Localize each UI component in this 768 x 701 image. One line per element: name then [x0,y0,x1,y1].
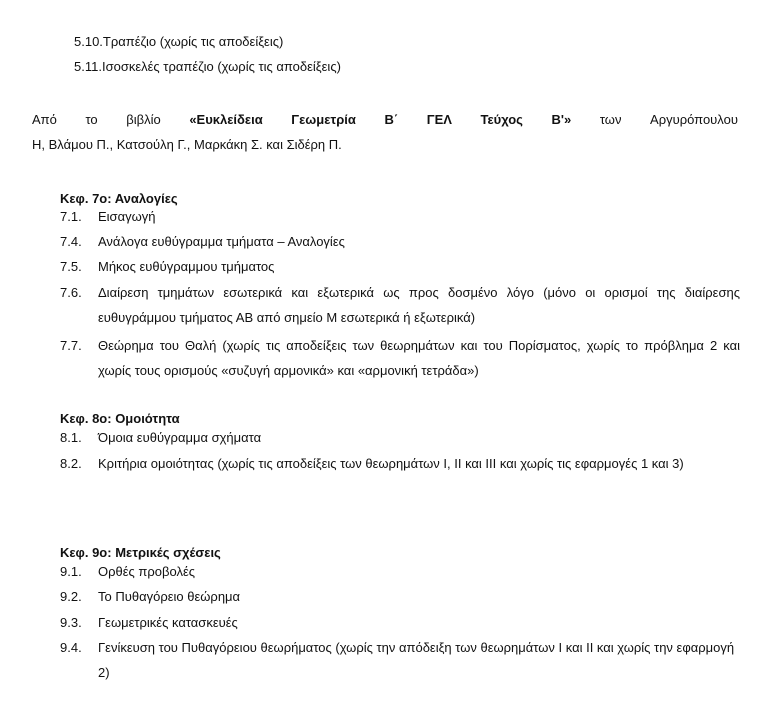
source-word: των [599,112,622,127]
list-item-9-1 [60,559,740,584]
list-item-5-11 [74,58,341,76]
list-item-7-1 [60,204,740,229]
book-title-word: Γεωμετρία [291,112,356,127]
list-item-8-1 [60,425,740,450]
book-title-word: «Ευκλείδεια [189,112,263,127]
item-text: Εισαγωγή [98,209,156,224]
source-line-1 [32,111,738,129]
item-number: 9.2. [60,589,82,604]
list-item-9-3 [60,610,740,635]
item-text: Θεώρημα του Θαλή (χωρίς τις αποδείξεις των θεωρημάτων και του Πορίσματος, χωρίς το πρόβλημα 2 και χωρίς τους ορισμούς «συζυγή αρμονικά» και «αρμονική τετράδα») [98,338,740,378]
list-item-7-7 [60,333,740,383]
item-number: 8.1. [60,430,82,445]
book-title-word: Β'» [551,112,572,127]
item-text: Γεωμετρικές κατασκευές [98,615,238,630]
list-item-9-2 [60,584,740,609]
item-text: Ισοσκελές τραπέζιο (χωρίς τις αποδείξεις) [101,59,341,74]
item-text: Ορθές προβολές [98,564,196,579]
item-number: 7.5. [60,259,82,274]
item-number: 7.4. [60,234,82,249]
list-item-7-6 [60,280,740,330]
source-word: Από [32,112,57,127]
list-item-9-4 [60,635,740,685]
list-item-8-2 [60,451,740,476]
item-text: Διαίρεση τμημάτων εσωτερικά και εξωτερικά ως προς δοσμένο λόγο (μόνο οι ορισμοί της διαίρεσης ευθυγράμμου τμήματος ΑΒ από σημείο Μ εσωτερικά ή εξωτερικά) [98,285,740,325]
item-number: 5.11. [74,59,102,74]
source-word: Αργυρόπουλου [650,112,738,127]
item-text: Ανάλογα ευθύγραμμα τμήματα – Αναλογίες [98,234,345,249]
list-item-7-5 [60,254,740,279]
item-text: Όμοια ευθύγραμμα σχήματα [98,430,262,445]
book-title-word: Τεύχος [480,112,523,127]
chapter-9-heading: Κεφ. 9ο: Μετρικές σχέσεις [60,545,221,560]
source-word: βιβλίο [126,112,161,127]
book-title-word: Β΄ [384,112,399,127]
source-line-2: Η, Βλάμου Π., Κατσούλη Γ., Μαρκάκη Σ. και Σιδέρη Π. [32,137,342,152]
item-text: Μήκος ευθύγραμμου τμήματος [98,259,275,274]
item-number: 9.1. [60,564,82,579]
item-number: 7.7. [60,338,82,353]
item-text: Τραπέζιο (χωρίς τις αποδείξεις) [102,34,284,49]
item-text: Γενίκευση του Πυθαγόρειου θεωρήματος (χωρίς την απόδειξη των θεωρημάτων Ι και ΙΙ και χωρίς την εφαρμογή 2) [98,640,735,680]
list-item-7-4 [60,229,740,254]
book-title-word: ΓΕΛ [426,112,452,127]
item-text: Το Πυθαγόρειο θεώρημα [98,589,241,604]
list-item-5-10 [74,33,283,51]
source-word: το [85,112,98,127]
item-number: 7.6. [60,285,82,300]
chapter-7-heading: Κεφ. 7ο: Αναλογίες [60,191,178,206]
item-number: 8.2. [60,456,82,471]
chapter-8-heading: Κεφ. 8ο: Ομοιότητα [60,411,180,426]
item-number: 5.10. [74,34,103,49]
item-text: Κριτήρια ομοιότητας (χωρίς τις αποδείξεις των θεωρημάτων Ι, ΙΙ και ΙΙΙ και χωρίς τις εφαρμογές 1 και 3) [98,456,684,471]
item-number: 7.1. [60,209,82,224]
item-number: 9.3. [60,615,82,630]
item-number: 9.4. [60,640,82,655]
